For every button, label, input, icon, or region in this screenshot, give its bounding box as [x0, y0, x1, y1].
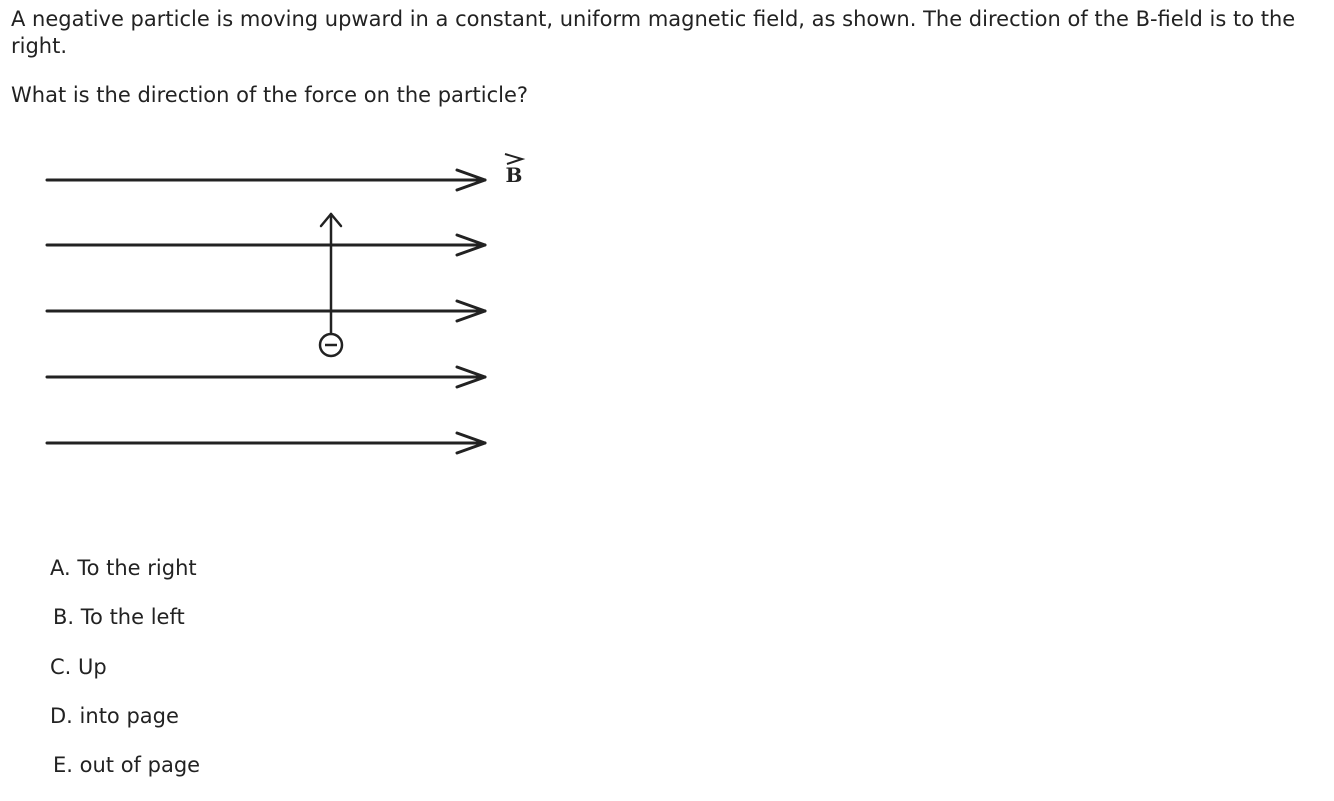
choice-letter: C. — [50, 654, 72, 679]
choice-label: Up — [78, 654, 107, 679]
choice-label: To the left — [80, 605, 185, 630]
field-line — [47, 235, 485, 255]
question-text: A negative particle is moving upward in a constant, uniform magnetic field, as shown. The direction of the B-field is to the right. — [11, 7, 1296, 58]
field-lines — [47, 170, 485, 453]
choice-letter: E. — [53, 753, 73, 778]
choice-a[interactable] — [50, 555, 200, 582]
negative-particle — [320, 334, 342, 356]
field-line — [47, 433, 485, 453]
choice-label: into page — [79, 703, 179, 728]
choice-b[interactable] — [50, 604, 200, 631]
field-line — [47, 170, 485, 190]
choice-c[interactable] — [50, 654, 200, 681]
choice-e[interactable] — [50, 752, 200, 779]
choice-letter: D. — [50, 703, 73, 728]
magnetic-field-diagram — [0, 130, 560, 470]
choice-letter: B. — [53, 605, 75, 630]
choice-label: To the right — [77, 556, 197, 580]
answer-choices — [50, 555, 200, 801]
field-line — [47, 367, 485, 387]
choice-label: out of page — [79, 753, 201, 778]
velocity-arrow — [321, 214, 341, 333]
question-prompt: What is the direction of the force on the particle? — [11, 83, 529, 107]
field-label — [505, 154, 522, 187]
choice-letter: A. — [50, 556, 71, 580]
choice-d[interactable] — [50, 703, 200, 730]
field-label-text: B — [505, 163, 523, 187]
field-line — [47, 301, 485, 321]
